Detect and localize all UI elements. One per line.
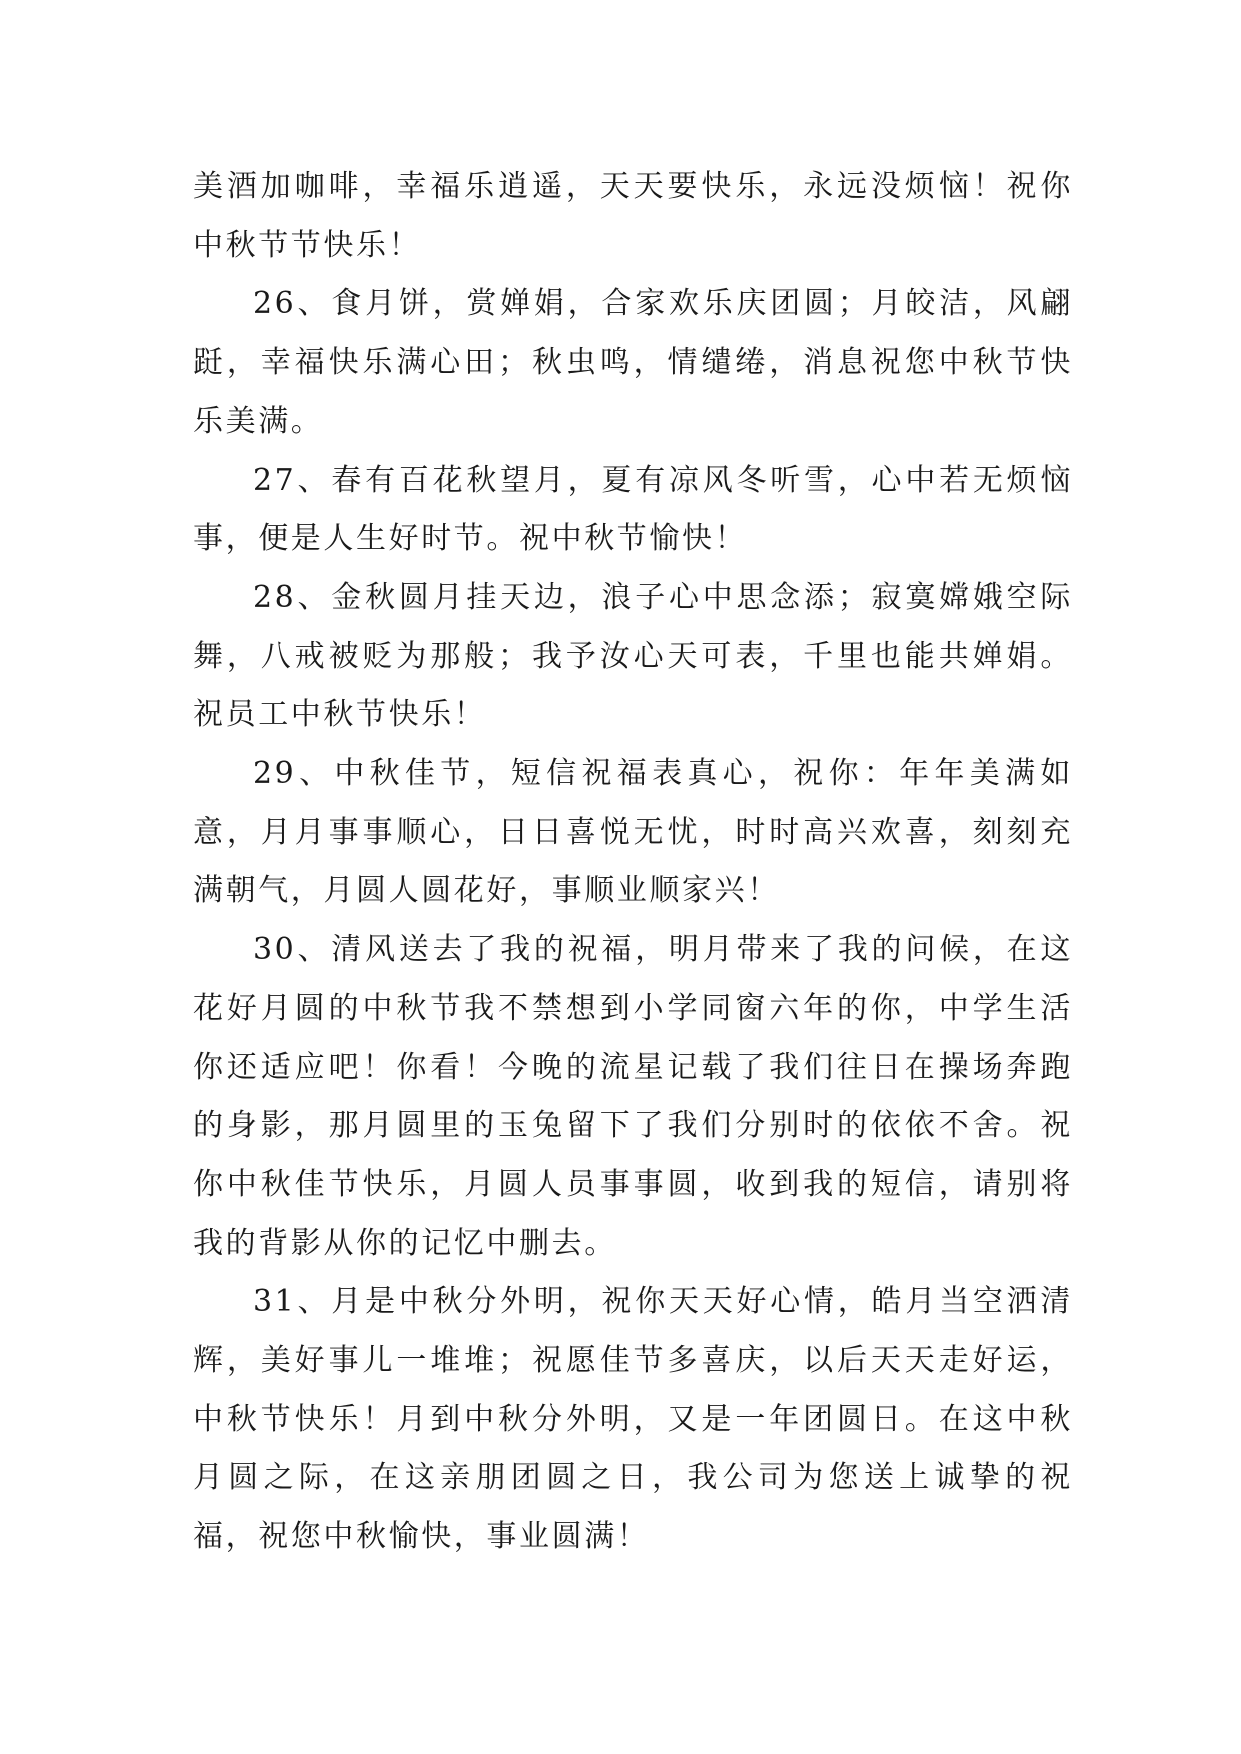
paragraph-31: 31、月是中秋分外明，祝你天天好心情，皓月当空洒清辉，美好事儿一堆堆；祝愿佳节多喜庆，以后天天走好运，中秋节快乐！月到中秋分外明，又是一年团圆日。在这中秋月圆之际，在这亲朋团圆之日，我公司为您送上诚挚的祝福，祝您中秋愉快，事业圆满！ — [193, 1284, 1073, 1555]
paragraph-continuation: 美酒加咖啡，幸福乐逍遥，天天要快乐，永远没烦恼！祝你中秋节节快乐！ — [193, 169, 1073, 263]
paragraph-28: 28、金秋圆月挂天边，浪子心中思念添；寂寞嫦娥空际舞，八戒被贬为那般；我予汝心天可表，千里也能共婵娟。祝员工中秋节快乐！ — [193, 579, 1073, 733]
paragraph-26: 26、食月饼，赏婵娟，合家欢乐庆团圆；月皎洁，风翩跹，幸福快乐满心田；秋虫鸣，情缱绻，消息祝您中秋节快乐美满。 — [193, 286, 1073, 439]
paragraph-27: 27、春有百花秋望月，夏有凉风冬听雪，心中若无烦恼事，便是人生好时节。祝中秋节愉快！ — [193, 462, 1073, 557]
document-body — [193, 158, 1073, 1567]
paragraph-29: 29、中秋佳节，短信祝福表真心，祝你：年年美满如意，月月事事顺心，日日喜悦无忧，时时高兴欢喜，刻刻充满朝气，月圆人圆花好，事顺业顺家兴！ — [193, 756, 1073, 909]
paragraph-30: 30、清风送去了我的祝福，明月带来了我的问候，在这花好月圆的中秋节我不禁想到小学同窗六年的你，中学生活你还适应吧！你看！今晚的流星记载了我们往日在操场奔跑的身影，那月圆里的玉兔留下了我们分别时的依依不舍。祝你中秋佳节快乐，月圆人员事事圆，收到我的短信，请别将我的背影从你的记忆中删去。 — [193, 932, 1073, 1261]
